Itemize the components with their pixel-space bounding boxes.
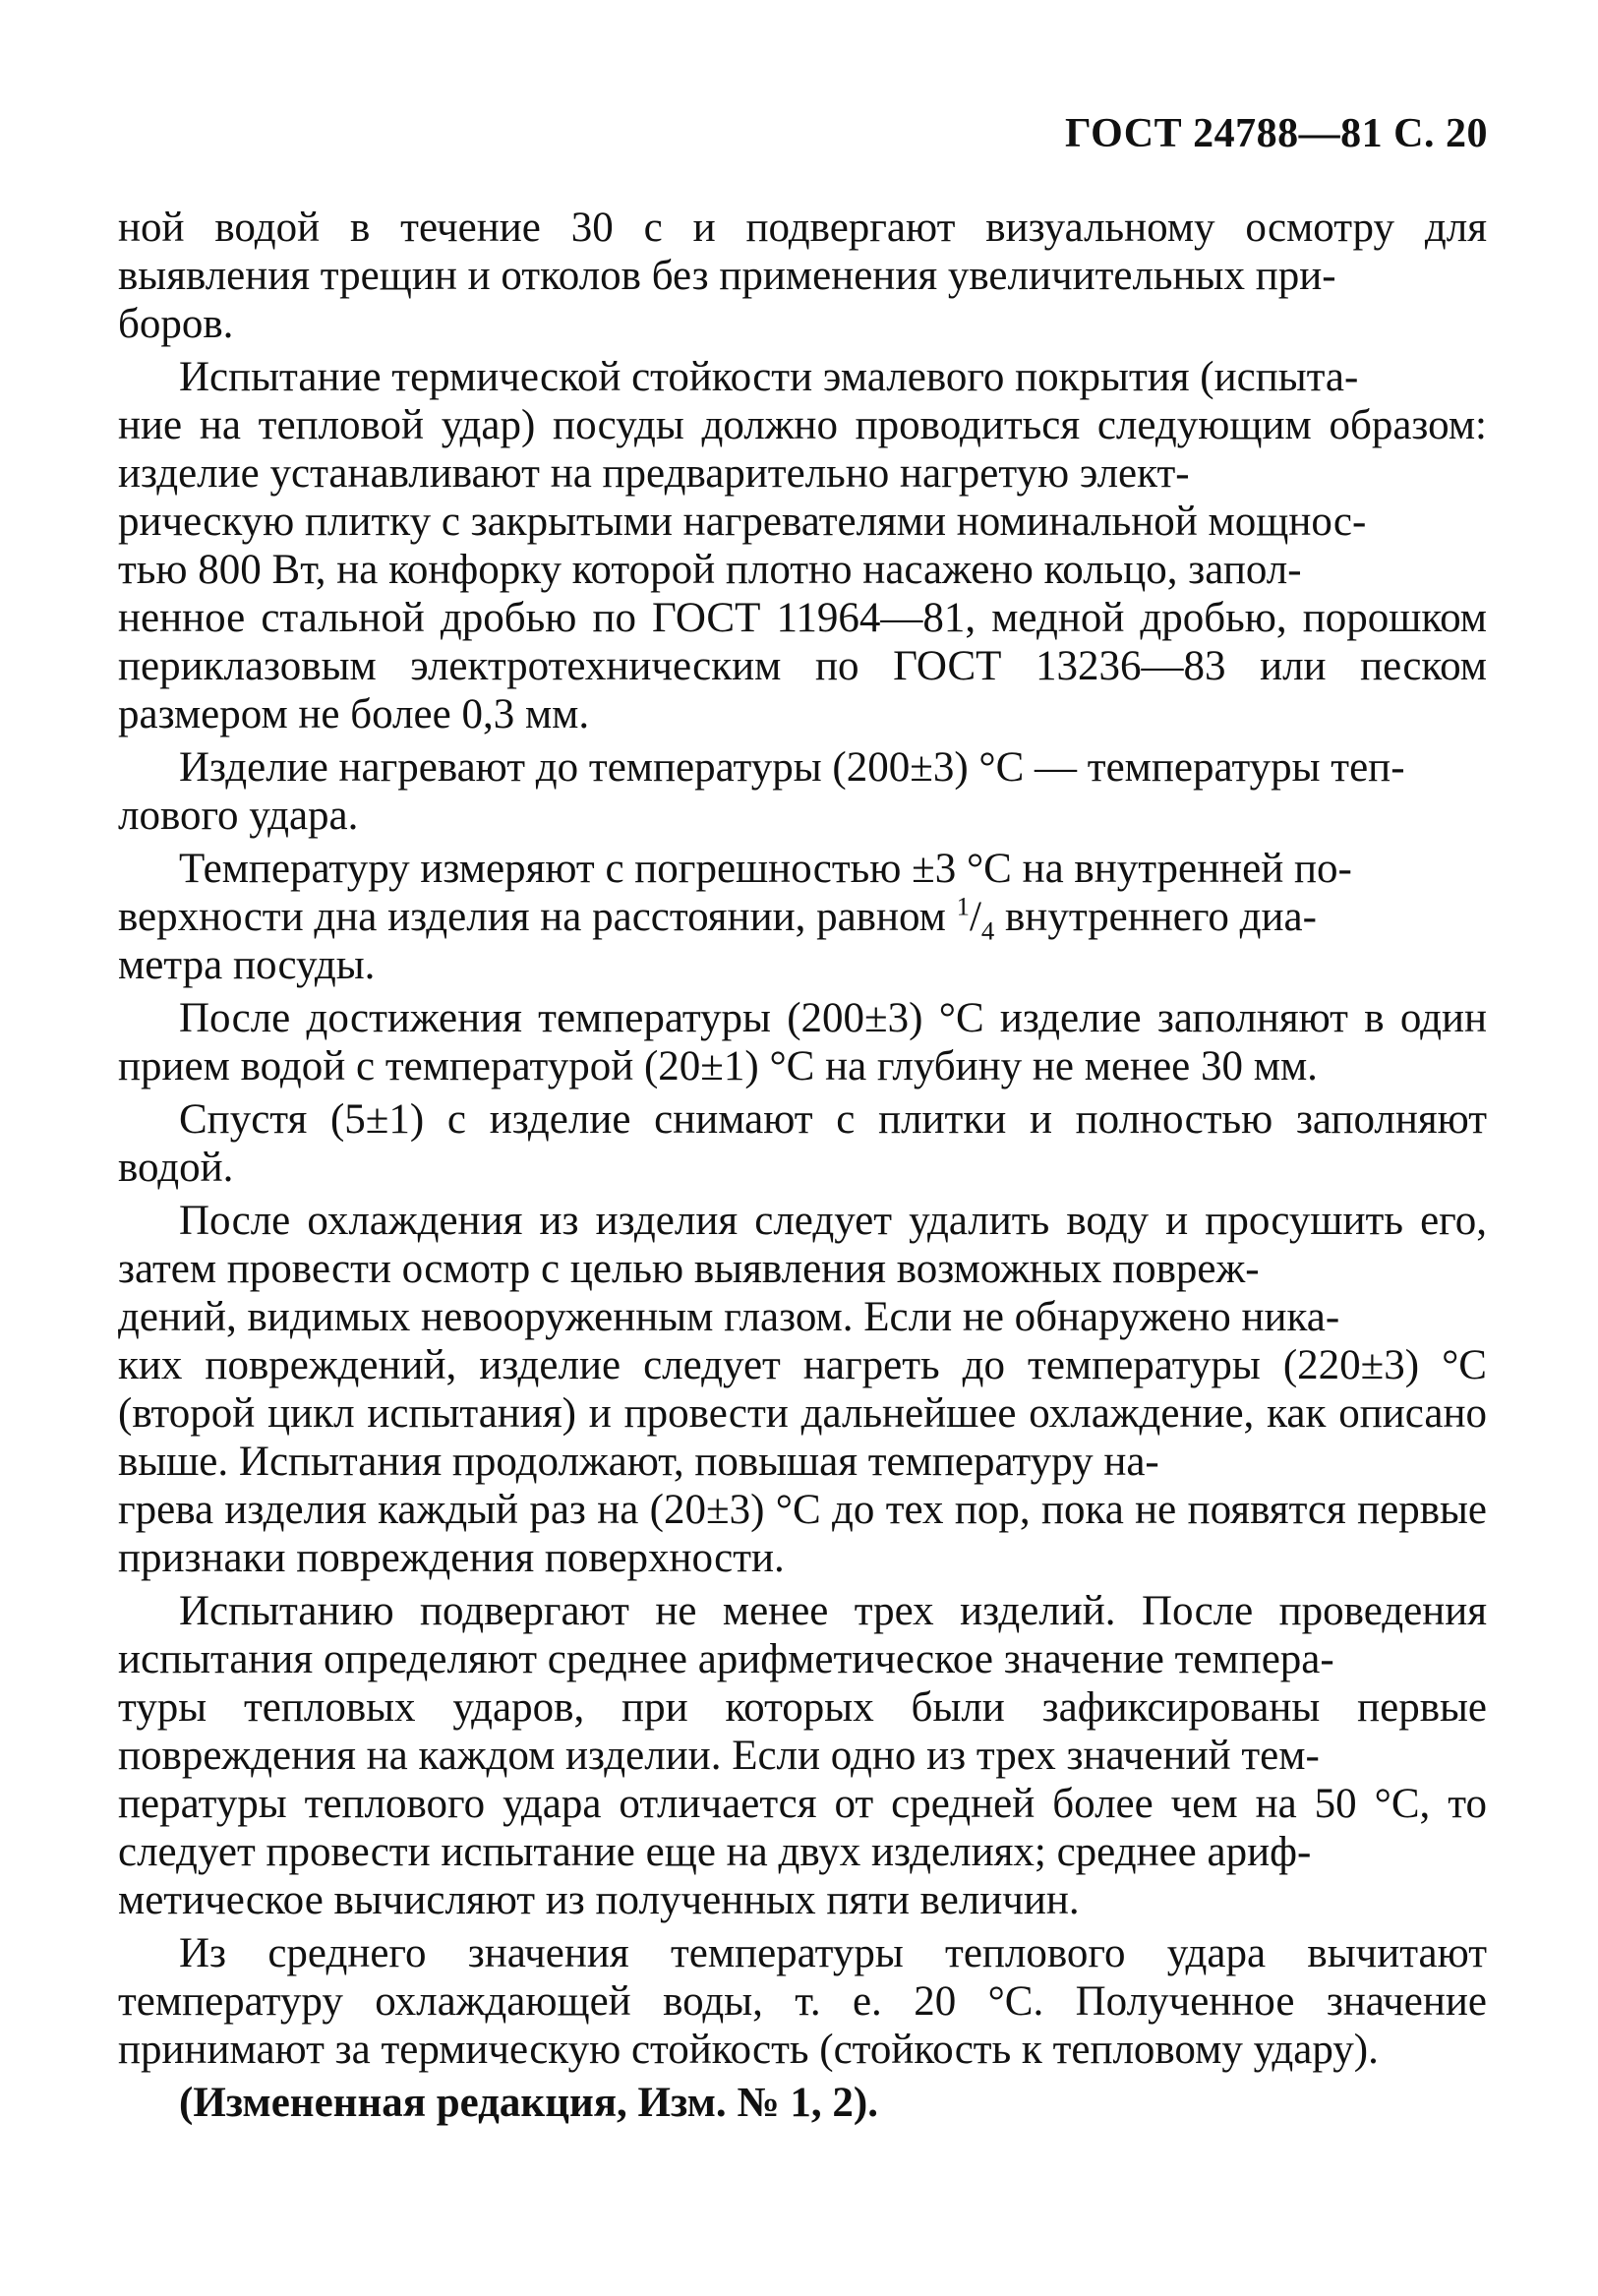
paragraph-thermal-test: Испытание термической стойкости эмалевого покрытия (испыта- ние на тепловой удар) посуды должно проводиться следующим образом: изделие устанавливают на предварительно нагретую элект- рическую плитку с закрытыми нагревателями номинальной мощнос- тью 800 Вт, на конфорку которой плотно насажено кольцо, запол- ненное стальной дробью по ГОСТ 11964—81, медной дробью, порошком периклазовым электротехническим по ГОСТ 13236—83 или песком размером не более 0,3 мм. <box>118 354 1487 737</box>
fraction-denominator: 4 <box>980 915 995 946</box>
paragraph-cooling: После охлаждения из изделия следует удалить воду и просушить его, затем провести осмотр с целью выявления возможных повреж- дений, видимых невооруженным глазом. Если не обнаружено ника- ких повреждений, изделие следует нагреть до температуры (220±3) °С (второй цикл испытания) и провести дальнейшее охлаждение, как описано выше. Испытания продолжают, повышая температуру на- грева изделия каждый раз на (20±3) °С до тех пор, пока не появятся первые признаки повреждения поверхности. <box>118 1198 1487 1581</box>
paragraph-removal: Спустя (5±1) с изделие снимают с плитки и полностью заполняют водой. <box>118 1096 1487 1191</box>
paragraph-heating: Изделие нагревают до температуры (200±3) °С — температуры теп- лового удара. <box>118 744 1405 839</box>
paragraph-filling: После достижения температуры (200±3) °С изделие заполняют в один прием водой с температурой (20±1) °С на глубину не менее 30 мм. <box>118 995 1487 1089</box>
measurement-text-post: внутреннего диа- метра посуды. <box>118 894 1317 988</box>
paragraph-averaging: Испытанию подвергают не менее трех изделий. После проведения испытания определяют среднее арифметическое значение темпера- туры тепловых ударов, при которых были зафиксированы первые повреждения на каждом изделии. Если одно из трех значений тем- пературы теплового удара отличается от средней более чем на 50 °С, то следует провести испытание еще на двух изделиях; среднее ариф- метическое вычисляют из полученных пяти величин. <box>118 1588 1487 1923</box>
measurement-text-pre: Температуру измеряют с погрешностью ±3 °С на внутренней по- верхности дна изделия на расстоянии, равном <box>118 846 1352 940</box>
amendment-note: (Измененная редакция, Изм. № 1, 2). <box>179 2080 878 2126</box>
paragraph-result: Из среднего значения температуры теплового удара вычитают температуру охлаждающей воды, т. е. 20 °С. Полученное значение принимают за термическую стойкость (стойкость к тепловому удару). <box>118 1930 1487 2073</box>
fraction-numerator: 1 <box>956 891 970 921</box>
paragraph-continuation: ной водой в течение 30 с и подвергают визуальному осмотру для выявления трещин и отколов без применения увеличительных при- боров. <box>118 205 1487 347</box>
paragraph-measurement: Температуру измеряют с погрешностью ±3 °С на внутренней по- верхности дна изделия на расстоянии, равном $^1/_4$ внутреннего диа- метра посуды. <box>118 846 1352 988</box>
document-body <box>118 204 1487 2132</box>
page-header: ГОСТ 24788—81 С. 20 <box>1064 111 1488 156</box>
